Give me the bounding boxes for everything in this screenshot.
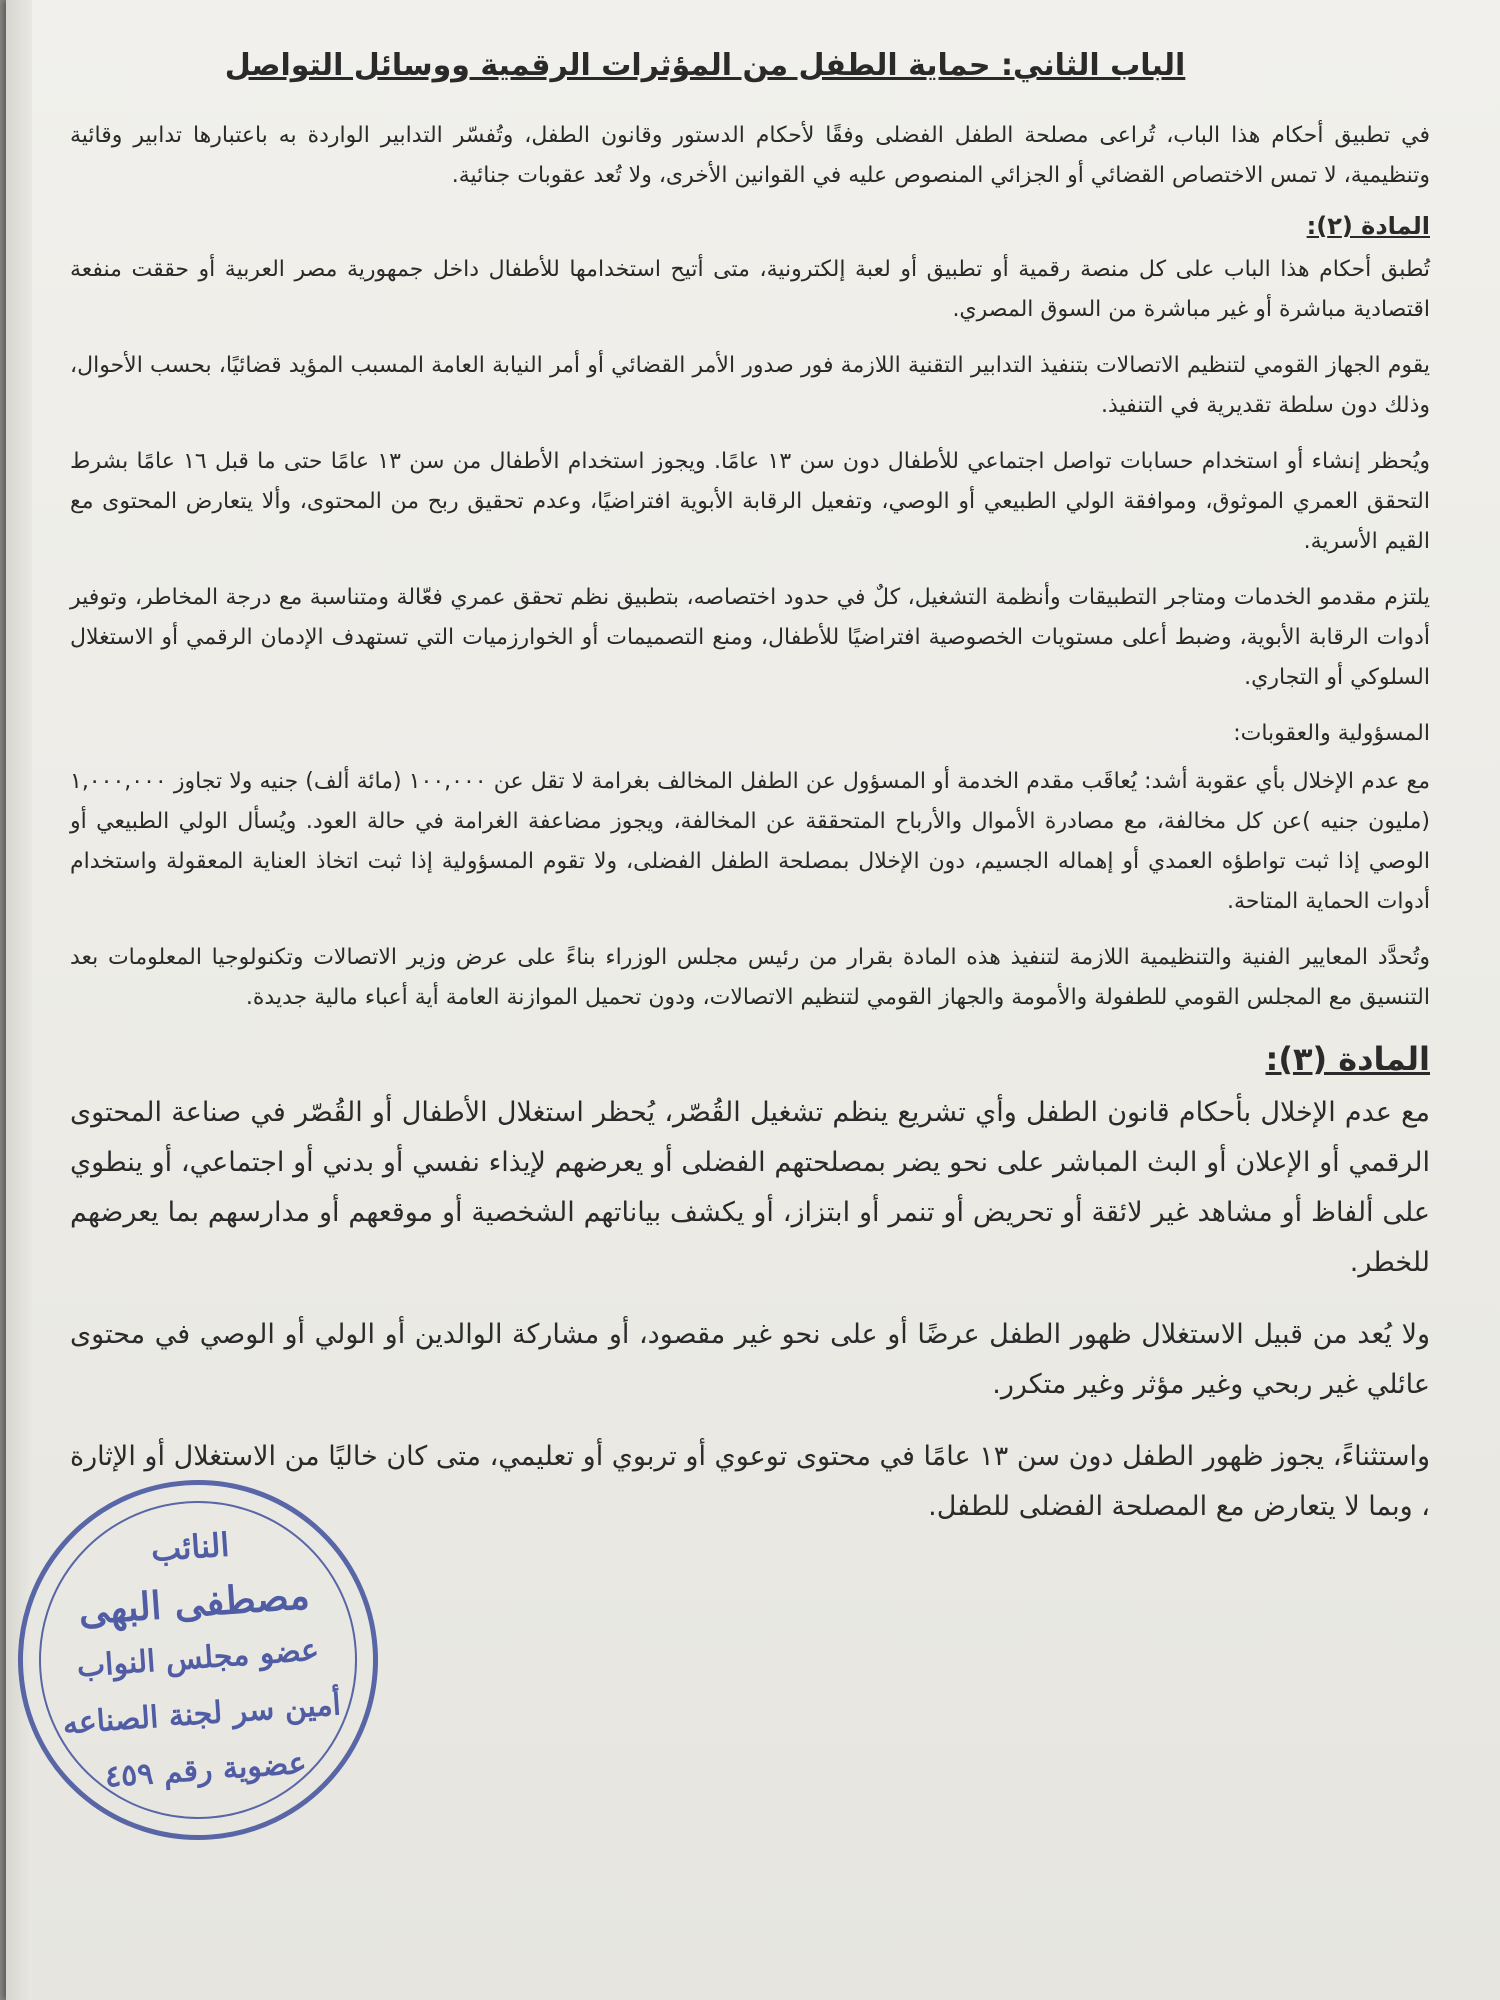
stamp-line-role: عضو مجلس النواب [75,1632,321,1685]
article-3-heading: المادة (٣): [1265,1040,1430,1078]
article-2-paragraph-3: ويُحظر إنشاء أو استخدام حسابات تواصل اجتماعي للأطفال دون سن ١٣ عامًا. ويجوز استخدام الأطفال من سن ١٣ عامًا حتى ما قبل ١٦ عامًا بشرط التحقق العمري الموثوق، وموافقة الولي الطبيعي أو الوصي، وتفعيل الرقابة الأبوية افتراضيًا، وعدم تحقيق ربح من المحتوى، وألا يتعارض المحتوى مع القيم الأسرية. [70,449,1430,554]
stamp-line-committee: أمين سر لجنة الصناعه [61,1687,342,1742]
article-2-heading: المادة (٢): [1306,212,1430,240]
article-2-paragraph-2: يقوم الجهاز القومي لتنظيم الاتصالات بتنفيذ التدابير التقنية اللازمة فور صدور الأمر القضائي أو أمر النيابة العامة المسبب المؤيد قضائيًا، بحسب الأحوال، وذلك دون سلطة تقديرية في التنفيذ. [70,353,1430,418]
stamp-line-name: مصطفى البهى [76,1572,311,1634]
article-2-paragraph-4: يلتزم مقدمو الخدمات ومتاجر التطبيقات وأنظمة التشغيل، كلٌ في حدود اختصاصه، بتطبيق نظم تحقق عمري فعّالة ومتناسبة مع درجة المخاطر، وتوفير أدوات الرقابة الأبوية، وضبط أعلى مستويات الخصوصية افتراضيًا للأطفال، ومنع التصميمات أو الخوارزميات التي تستهدف الإدمان الرقمي أو الاستغلال السلوكي أو التجاري. [70,585,1430,690]
article-2-paragraph-1: تُطبق أحكام هذا الباب على كل منصة رقمية أو تطبيق أو لعبة إلكترونية، متى أتيح استخدامها للأطفال داخل جمهورية مصر العربية أو حققت منفعة اقتصادية مباشرة أو غير مباشرة من السوق المصري. [70,257,1430,322]
document-title: الباب الثاني: حماية الطفل من المؤثرات الرقمية ووسائل التواصل [224,48,1186,83]
article-3-paragraph-1: مع عدم الإخلال بأحكام قانون الطفل وأي تشريع ينظم تشغيل القُصّر، يُحظر استغلال الأطفال أو القُصّر في صناعة المحتوى الرقمي أو الإعلان أو البث المباشر على نحو يضر بمصلحتهم الفضلى أو يعرضهم لإيذاء نفسي أو بدني أو اجتماعي، أو ينطوي على ألفاظ أو مشاهد غير لائقة أو تحريض أو تنمر أو ابتزاز، أو يكشف بياناتهم الشخصية أو موقعهم أو مدارسهم بما يعرضهم للخطر. [70,1097,1430,1278]
penalties-heading: المسؤولية والعقوبات: [1233,721,1430,746]
article-3-paragraph-3: واستثناءً، يجوز ظهور الطفل دون سن ١٣ عامًا في محتوى توعوي أو تربوي أو تعليمي، متى كان خاليًا من الاستغلال أو الإثارة ، وبما لا يتعارض مع المصلحة الفضلى للطفل. [70,1441,1430,1522]
document-page [6,0,1500,2000]
article-3-paragraph-2: ولا يُعد من قبيل الاستغلال ظهور الطفل عرضًا أو على نحو غير مقصود، أو مشاركة الوالدين أو الولي أو الوصي في محتوى عائلي غير ربحي وغير مؤثر وغير متكرر. [70,1319,1430,1400]
penalties-paragraph-1: مع عدم الإخلال بأي عقوبة أشد: يُعاقَب مقدم الخدمة أو المسؤول عن الطفل المخالف بغرامة لا تقل عن ١٠٠,٠٠٠ (مائة ألف) جنيه ولا تجاوز ١,٠٠٠,٠٠٠ (مليون جنيه )عن كل مخالفة، مع مصادرة الأموال والأرباح المتحققة عن المخالفة، ويجوز مضاعفة الغرامة في حالة العود. ويُسأل الولي الطبيعي أو الوصي إذا ثبت تواطؤه العمدي أو إهماله الجسيم، دون الإخلال بمصلحة الطفل الفضلى، ولا تقوم المسؤولية إذا ثبت اتخاذ العناية المعقولة واستخدام أدوات الحماية المتاحة. [70,769,1430,914]
penalties-paragraph-2: وتُحدَّد المعايير الفنية والتنظيمية اللازمة لتنفيذ هذه المادة بقرار من رئيس مجلس الوزراء بناءً على عرض وزير الاتصالات وتكنولوجيا المعلومات بعد التنسيق مع المجلس القومي للطفولة والأمومة والجهاز القومي لتنظيم الاتصالات، ودون تحميل الموازنة العامة أية أعباء مالية جديدة. [70,945,1430,1010]
document-body [70,36,1430,1554]
intro-paragraph: في تطبيق أحكام هذا الباب، تُراعى مصلحة الطفل الفضلى وفقًا لأحكام الدستور وقانون الطفل، وتُفسّر التدابير الواردة به باعتبارها تدابير وقائية وتنظيمية، لا تمس الاختصاص القضائي أو الجزائي المنصوص عليه في القوانين الأخرى، ولا تُعد عقوبات جنائية. [70,123,1430,188]
official-stamp [6,1468,390,1852]
stamp-line-membership: عضوية رقم ٤٥٩ [103,1745,308,1795]
stamp-text [14,1507,383,1811]
stamp-line-title: النائب [149,1525,231,1569]
